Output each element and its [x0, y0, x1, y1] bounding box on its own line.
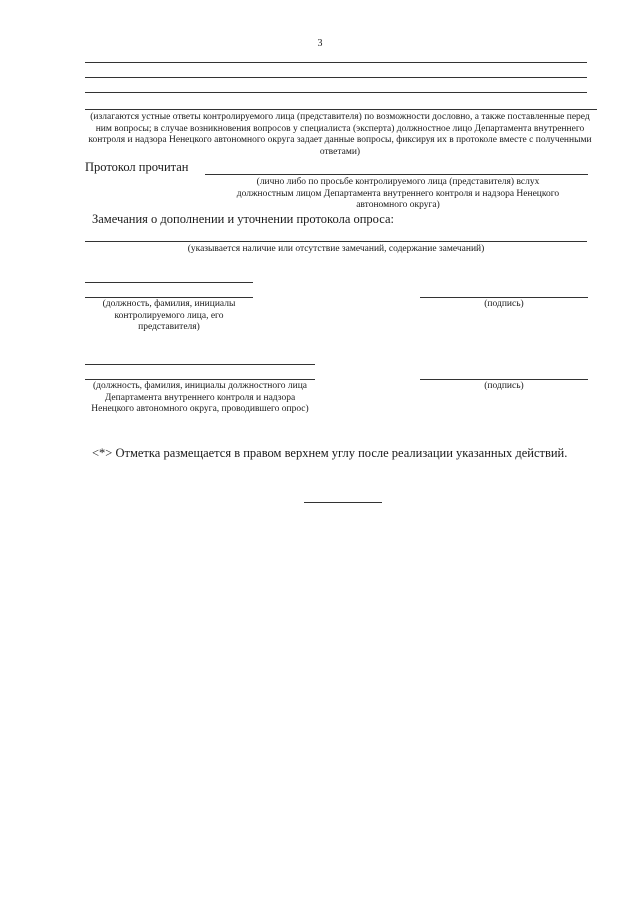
official-caption: (должность, фамилия, инициалы должностного лица Департамента внутреннего контроля и надзора Ненецкого автономного округа, проводившего опрос) [91, 381, 309, 414]
answer-line [85, 62, 587, 63]
signature-caption: (подпись) [484, 381, 524, 391]
footnote: <*> Отметка размещается в правом верхнем углу после реализации указанных действий. [92, 446, 568, 460]
protocol-read-line [205, 174, 588, 175]
answer-line [85, 109, 597, 110]
signature-line [420, 297, 588, 298]
official-name-line [85, 379, 315, 380]
signature-line [420, 379, 588, 380]
answer-line [85, 77, 587, 78]
protocol-read-label: Протокол прочитан [85, 160, 189, 174]
end-separator [304, 502, 382, 503]
controlled-person-caption: (должность, фамилия, инициалы контролируемого лица, его представителя) [102, 299, 236, 332]
page-number: 3 [317, 38, 323, 49]
protocol-read-caption: (лично либо по просьбе контролируемого лица (представителя) вслух должностным лицом Департамента внутреннего контроля и надзора Ненецкого автономного округа) [236, 177, 560, 210]
person-name-line [85, 297, 253, 298]
answers-caption: (излагаются устные ответы контролируемого лица (представителя) по возможности дословно, а также поставленные перед ним вопросы; в случае возникновения вопросов у специалиста (эксперта) должностное лицо Департамента внутреннего контроля и надзора Ненецкого автономного округа задает данные вопросы, фиксируя их в протоколе вместе с полученными ответами) [88, 112, 592, 157]
official-name-line [85, 364, 315, 365]
answer-line [85, 92, 587, 93]
signature-caption: (подпись) [484, 299, 524, 309]
remarks-caption: (указывается наличие или отсутствие замечаний, содержание замечаний) [187, 244, 485, 254]
remarks-label: Замечания о дополнении и уточнении протокола опроса: [92, 212, 394, 226]
remarks-line [85, 241, 587, 242]
person-name-line [85, 282, 253, 283]
